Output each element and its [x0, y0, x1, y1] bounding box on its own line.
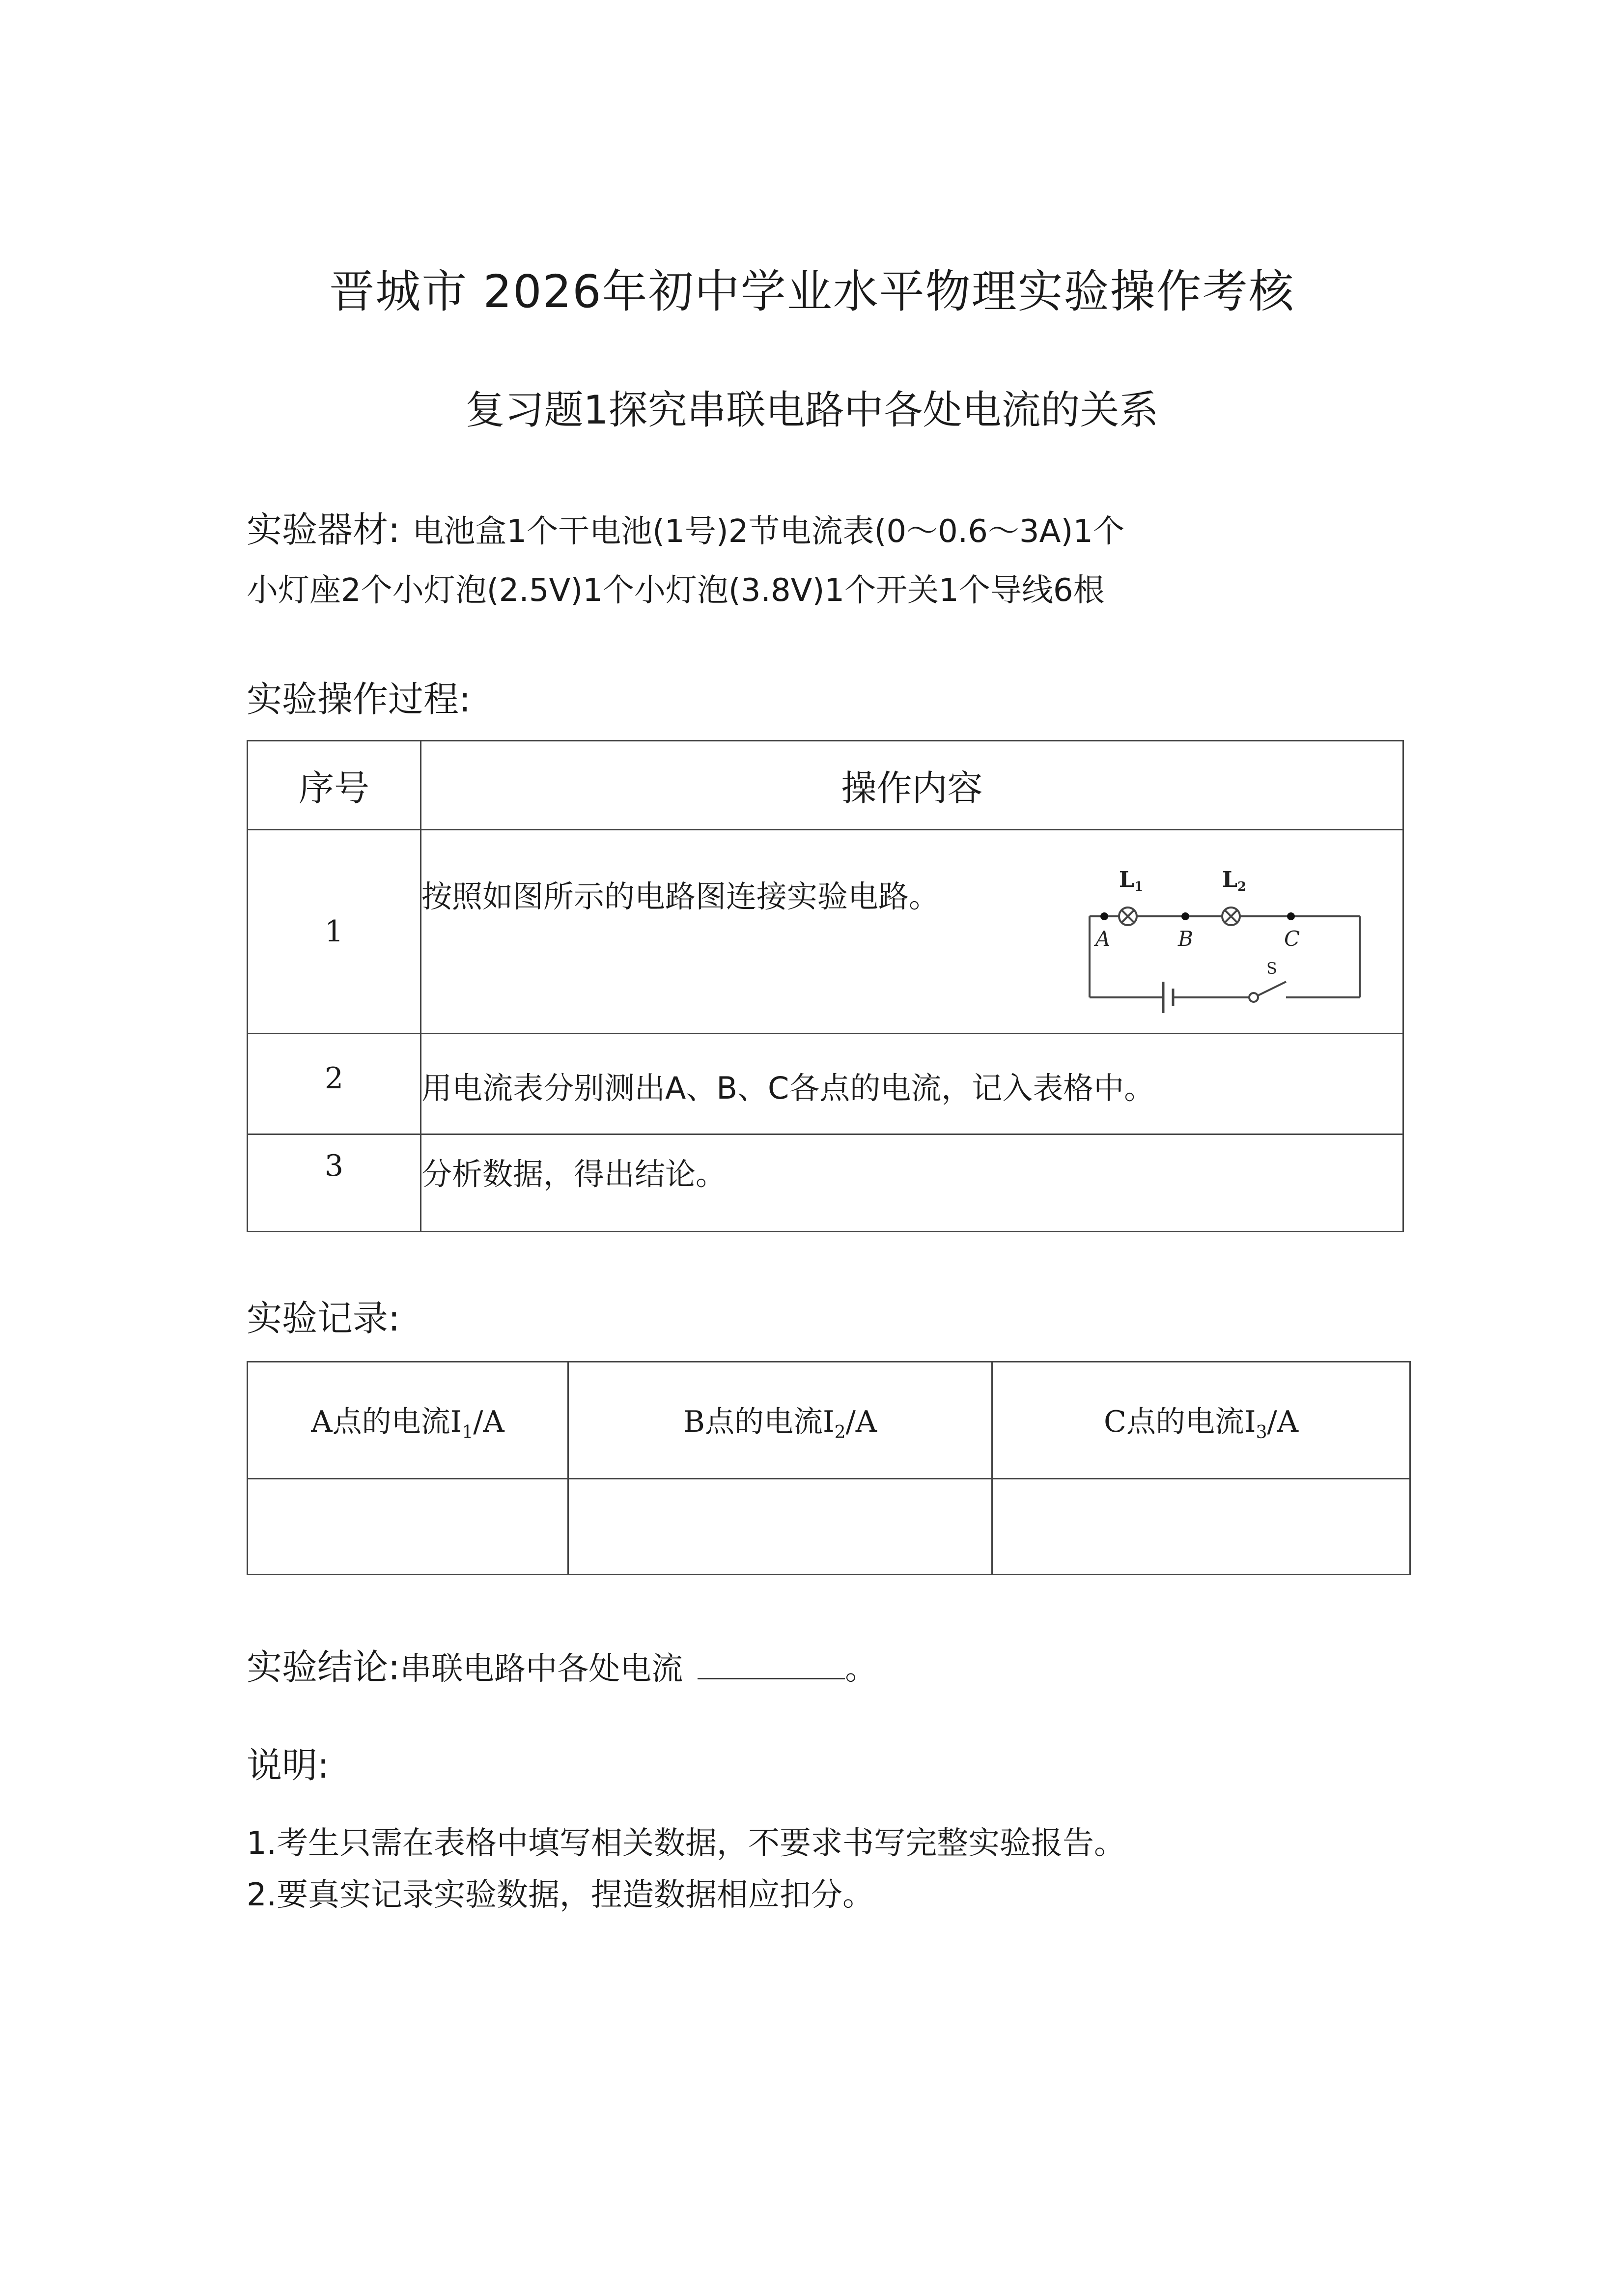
procedure-row-num: 1	[248, 830, 421, 1034]
procedure-row-num: 2	[248, 1034, 421, 1134]
record-cell-c[interactable]	[992, 1479, 1410, 1575]
lamp-l2-icon	[1222, 907, 1240, 925]
record-input-row	[248, 1479, 1410, 1575]
notes-item: 1.考生只需在表格中填写相关数据，不要求书写完整实验报告。	[247, 1825, 1126, 1862]
lamp-l1-icon	[1119, 907, 1137, 925]
node-b-dot	[1181, 912, 1189, 920]
conclusion-line	[247, 1639, 876, 1690]
label-c: C	[1284, 927, 1300, 951]
procedure-row-text: 按照如图所示的电路图连接实验电路。	[421, 879, 940, 914]
record-header-a: A点的电流$I_1/A$	[248, 1362, 568, 1479]
table-row	[248, 830, 1403, 1034]
conclusion-end: 。	[845, 1651, 877, 1687]
conclusion-text: 串联电路中各处电流	[400, 1651, 683, 1687]
circuit-wires	[1090, 916, 1360, 997]
materials-text-2: 小灯座2个小灯泡(2.5V)1个小灯泡(3.8V)1个开关1个导线6根	[247, 572, 1105, 609]
table-row	[248, 1034, 1403, 1134]
notes-label: 说明:	[247, 1745, 330, 1786]
label-l2: L2	[1222, 867, 1247, 894]
node-a-dot	[1100, 912, 1108, 920]
materials-line-1	[247, 501, 1124, 552]
document-title: 晋城市 2026年初中学业水平物理实验操作考核	[329, 265, 1295, 318]
table-row	[248, 1134, 1403, 1232]
node-c-dot	[1287, 912, 1295, 920]
procedure-header-row	[248, 741, 1403, 830]
procedure-row-content: 分析数据，得出结论。	[421, 1134, 1403, 1232]
record-label: 实验记录:	[247, 1298, 400, 1339]
materials-text-1: 电池盒1个干电池(1号)2节电流表(0～0.6～3A)1个	[412, 513, 1125, 550]
procedure-label: 实验操作过程:	[247, 679, 471, 720]
label-s: S	[1266, 959, 1277, 978]
label-b: B	[1178, 927, 1193, 951]
record-header-b: B点的电流$I_2/A$	[568, 1362, 992, 1479]
procedure-table	[247, 740, 1404, 1232]
circuit-diagram	[1075, 845, 1370, 1017]
label-a: A	[1095, 927, 1111, 951]
conclusion-blank[interactable]	[698, 1650, 845, 1679]
record-cell-b[interactable]	[568, 1479, 992, 1575]
materials-label: 实验器材:	[247, 509, 400, 550]
record-header-row	[248, 1362, 1410, 1479]
procedure-row-content: 用电流表分别测出A、B、C各点的电流，记入表格中。	[421, 1034, 1403, 1134]
label-l1: L1	[1119, 867, 1144, 894]
notes-item: 2.要真实记录实验数据，捏造数据相应扣分。	[247, 1877, 874, 1913]
record-header-c: C点的电流$I_3/A$	[992, 1362, 1410, 1479]
document-subtitle: 复习题1探究串联电路中各处电流的关系	[465, 387, 1159, 433]
switch-pivot-icon	[1249, 993, 1258, 1002]
procedure-row-content	[421, 830, 1403, 1034]
conclusion-label: 实验结论:	[247, 1646, 400, 1688]
battery-icon	[1163, 982, 1173, 1013]
record-table	[247, 1361, 1411, 1575]
procedure-row-num: 3	[248, 1134, 421, 1232]
record-cell-a[interactable]	[248, 1479, 568, 1575]
procedure-header-num: 序号	[248, 741, 421, 830]
procedure-header-content: 操作内容	[421, 741, 1403, 830]
